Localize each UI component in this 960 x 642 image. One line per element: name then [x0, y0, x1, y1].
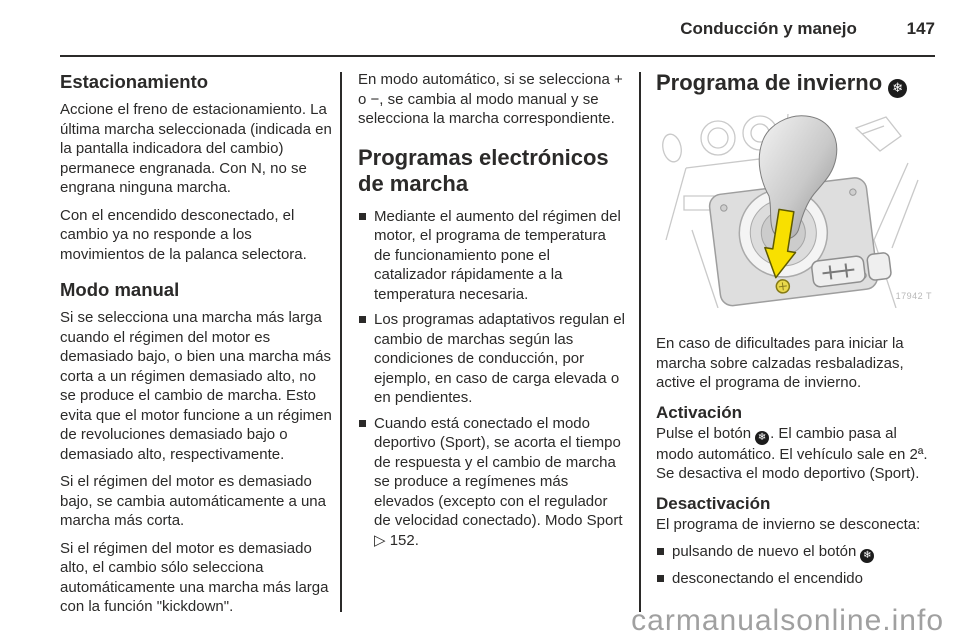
gear-shifter-figure [656, 108, 936, 308]
header-rule [60, 55, 935, 57]
bullet-square-icon [359, 420, 366, 427]
heading-programa-invierno [656, 70, 936, 98]
paragraph: Si el régimen del motor es demasiado alto, el cambio sólo selecciona automáticamente una marcha más larga con la función "kickdown". [60, 539, 329, 615]
chapter-title: Conducción y manejo [680, 19, 857, 38]
paragraph: Pulse el botón ❄ . El cambio pasa al modo automático. El vehículo sale en 2ª. Se desactiva el modo deportivo (Sport). [656, 424, 928, 482]
heading-text: Programa de invierno [656, 70, 883, 95]
paragraph: Si el régimen del motor es demasiado bajo, se cambia automáticamente a una marcha más corta. [60, 473, 326, 529]
list-item [656, 542, 936, 563]
paragraph: Accione el freno de estacionamiento. La última marcha seleccionada (indicada en la pantalla indicadora del cambio) permanece engranada. Con N, no se engrana ninguna marcha. [60, 101, 332, 196]
page-number: 147 [906, 19, 935, 38]
paragraph: En caso de dificultades para iniciar la marcha sobre calzadas resbaladizas, active el programa de invierno. [656, 335, 904, 391]
list-item [358, 310, 626, 408]
column-divider-2 [639, 72, 641, 612]
list-item [358, 207, 626, 305]
column-winter-program [656, 70, 936, 595]
heading-modo-manual: Modo manual [60, 279, 180, 300]
page-header [60, 19, 935, 39]
heading-estacionamiento: Estacionamiento [60, 71, 209, 92]
paragraph: Si se selecciona una marcha más larga cuando el régimen del motor es demasiado bajo, o bien una marcha más corta a un régimen demasiado alto, no se produce el cambio de marcha. Esto evita que el motor funcione a un régimen de revoluciones demasiado bajo o demasiado alto, respectivamente. [60, 309, 332, 463]
winter-program-button-icon: ❄ [755, 431, 769, 445]
gear-shifter-illustration [656, 108, 936, 308]
watermark: carmanualsonline.info [631, 604, 944, 637]
paragraph: El programa de invierno se desconecta: [656, 515, 921, 533]
figure-reference-number: 17942 T [895, 290, 932, 301]
heading-activacion: Activación [656, 402, 742, 422]
list-item [358, 414, 626, 551]
bullet-square-icon [359, 213, 366, 220]
winter-program-button-icon: ❄ [860, 549, 874, 563]
list-item [656, 569, 936, 589]
bullet-square-icon [657, 548, 664, 555]
column-divider-1 [340, 72, 342, 612]
paragraph: En modo automático, si se selecciona + o −, se cambia al modo manual y se selecciona la marcha correspondiente. [358, 71, 623, 127]
column-programs [358, 70, 626, 556]
bullet-square-icon [657, 575, 664, 582]
bullet-text: pulsando de nuevo el botón ❄ [672, 542, 936, 563]
bullet-text: Cuando está conectado el modo deportivo (Sport), se acorta el tiempo de respuesta y el cambio de marcha se produce a regímenes más elevados (excepto con el regulador de velocidad conectado). Modo Sport ▷ 152. [374, 414, 623, 549]
heading-desactivacion: Desactivación [656, 493, 771, 513]
heading-programas-electronicos: Programas electrónicos de marcha [358, 144, 609, 196]
bullet-text: Mediante el aumento del régimen del motor, el programa de temperatura de funcionamiento pone el catalizador rápidamente a la temperatura necesaria. [374, 207, 621, 303]
winter-program-button-icon: ❄ [888, 79, 907, 98]
paragraph: Con el encendido desconectado, el cambio ya no responde a los movimientos de la palanca selectora. [60, 206, 307, 263]
column-parking [60, 70, 332, 625]
bullet-text: desconectando el encendido [672, 570, 863, 587]
bullet-square-icon [359, 316, 366, 323]
bullet-text: Los programas adaptativos regulan el cambio de marchas según las condiciones de conducción, por ejemplo, en caso de carga elevada o en pendientes. [374, 311, 625, 406]
